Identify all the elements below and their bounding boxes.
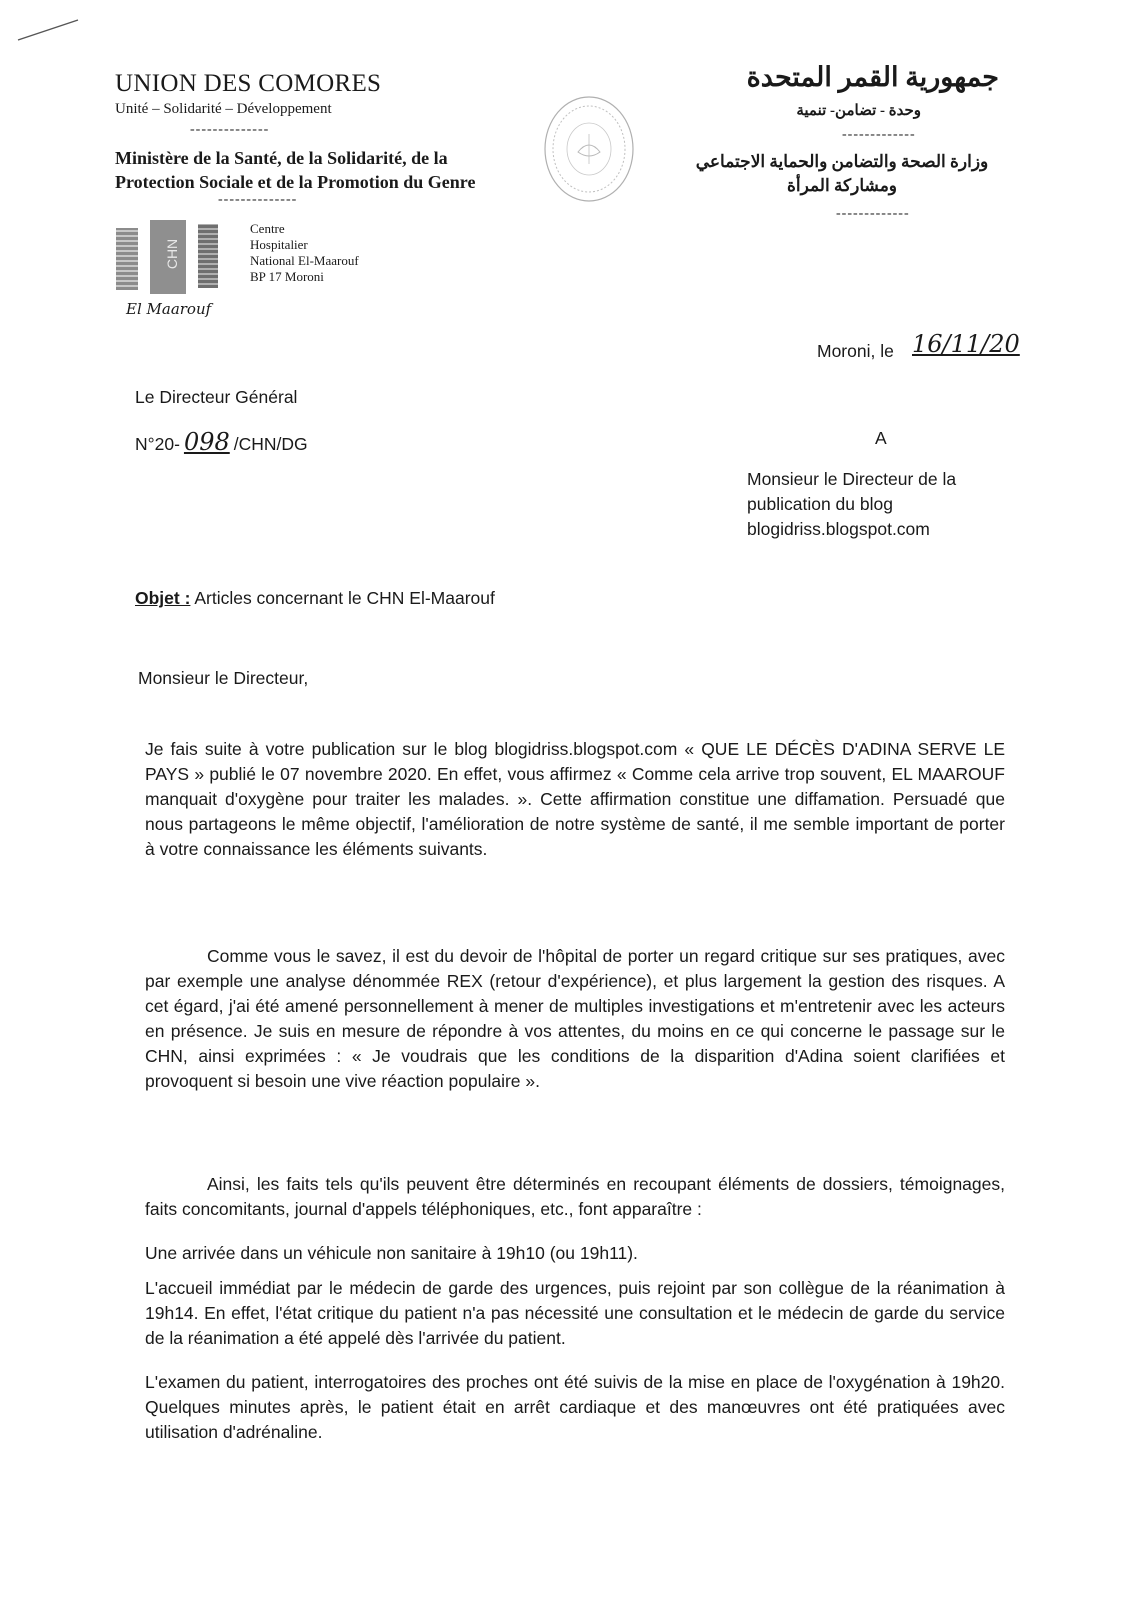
hospital-address [250, 221, 359, 285]
ministry-name: Ministère de la Santé, de la Solidarité, de la Protection Sociale et de la Promotion du Genre [115, 148, 476, 192]
hospital-line: Hospitalier [250, 237, 308, 252]
place-date-prefix: Moroni, le [817, 341, 894, 361]
scan-mark [14, 14, 84, 44]
body-paragraph: L'examen du patient, interrogatoires des proches ont été suivis de la mise en place de l'oxygénation à 19h20. Quelques minutes après, le patient était en arrêt cardiaque et des manœuvres ont été pratiquées avec utilisation d'adrénaline. [145, 1372, 1005, 1442]
separator: -------------- [218, 192, 298, 207]
recipient-line: publication du blog [747, 494, 893, 514]
arabic-motto: وحدة - تضامن- تنمية [796, 103, 921, 119]
hospital-line: National El-Maarouf [250, 253, 359, 268]
body-paragraph: Je fais suite à votre publication sur le blog blogidriss.blogspot.com « QUE LE DÉCÈS D'ADINA SERVE LE PAYS » publié le 07 novembre 2020. En effet, vous affirmez « Comme cela arrive trop souvent, EL MAAROUF manquait d'oxygène pour traiter les malades. ». Cette affirmation constitue une diffamation. Persuadé que nous partageons le même objectif, l'amélioration de notre système de santé, il me semble important de porter à votre connaissance les éléments suivants. [145, 739, 1005, 859]
hospital-logo [116, 220, 226, 300]
arabic-separator: ------------- [836, 206, 910, 221]
salutation: Monsieur le Directeur, [138, 668, 309, 688]
ref-suffix: /CHN/DG [233, 434, 308, 454]
ref-prefix: N°20- [135, 434, 180, 454]
reference-number [135, 428, 308, 456]
separator: -------------- [190, 122, 270, 137]
body-paragraph: L'accueil immédiat par le médecin de garde des urgences, puis rejoint par son collègue de la réanimation à 19h14. En effet, l'état critique du patient n'a pas nécessité une consultation et le médecin de garde du service de la réanimation a été appelé dès l'arrivée du patient. [145, 1278, 1005, 1348]
national-seal-icon [542, 94, 637, 204]
ref-handwritten-number: 098 [183, 428, 230, 456]
object-text: Articles concernant le CHN El-Maarouf [194, 588, 495, 608]
recipient-line: blogidriss.blogspot.com [747, 519, 930, 539]
hospital-line: Centre [250, 221, 285, 236]
national-motto: Unité – Solidarité – Développement [115, 101, 332, 117]
recipient-block [747, 467, 956, 542]
object-line [135, 588, 495, 609]
hospital-signature: El Maarouf [126, 300, 212, 318]
object-label: Objet : [135, 588, 191, 608]
recipient-line: Monsieur le Directeur de la [747, 469, 957, 489]
country-name: UNION DES COMORES [115, 70, 382, 97]
body-paragraph: Ainsi, les faits tels qu'ils peuvent être déterminés en recoupant éléments de dossiers, témoignages, faits concomitants, journal d'appels téléphoniques, etc., font apparaître : [145, 1174, 1005, 1219]
recipient-to-label: A [875, 428, 887, 448]
sender-title: Le Directeur Général [135, 387, 298, 407]
arabic-ministry-name: وزارة الصحة والتضامن والحماية الاجتماعي ومشاركة المرأة [695, 152, 989, 195]
hospital-line: BP 17 Moroni [250, 269, 324, 284]
hospital-logo-text: CHN [164, 238, 181, 270]
body-paragraph: Comme vous le savez, il est du devoir de l'hôpital de porter un regard critique sur ses pratiques, avec par exemple une analyse dénommée REX (retour d'expérience), et plus largement la gestion des risques. A cet égard, j'ai été amené personnellement à mener de multiples investigations et m'entretenir avec les acteurs en présence. Je suis en mesure de répondre à vos attentes, du moins en ce qui concerne le passage sur le CHN, ainsi exprimées : « Je voudrais que les conditions de la disparition d'Adina soient clarifiées et provoquent si besoin une vive réaction populaire ». [145, 946, 1005, 1091]
body-paragraph: Une arrivée dans un véhicule non sanitaire à 19h10 (ou 19h11). [145, 1243, 638, 1263]
arabic-country-name: جمهورية القمر المتحدة [746, 62, 999, 92]
handwritten-date: 16/11/20 [912, 330, 1020, 358]
arabic-separator: ------------- [842, 127, 916, 142]
